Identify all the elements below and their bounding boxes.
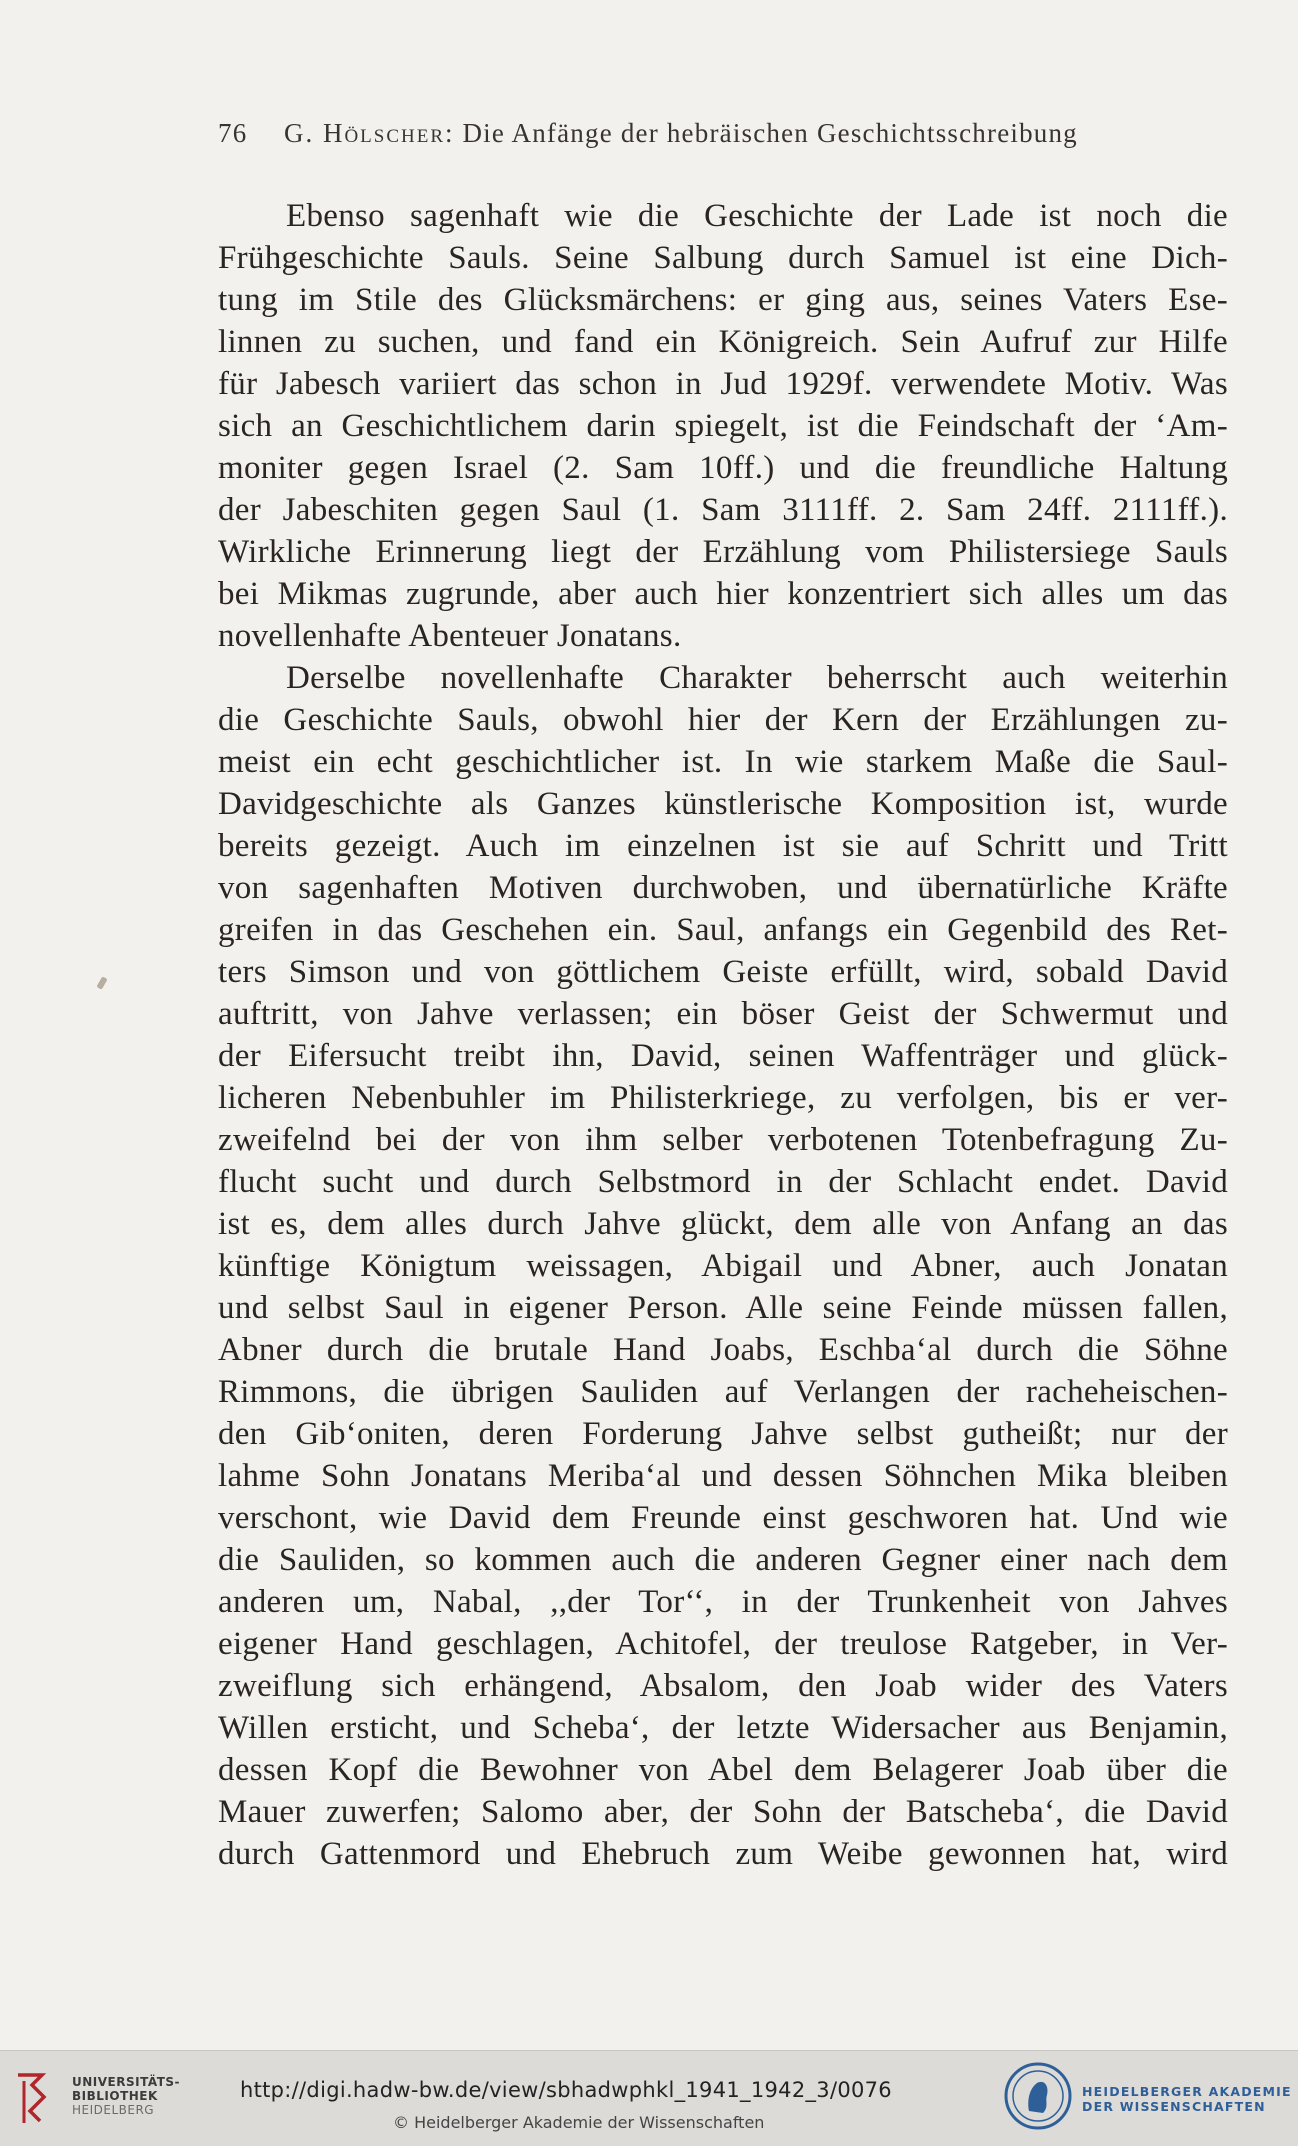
permalink-url[interactable]: http://digi.hadw-bw.de/view/sbhadwphkl_1941_1942_3/0076 — [240, 2078, 892, 2102]
page-number: 76 — [218, 118, 248, 148]
text-line: eigener Hand geschlagen, Achitofel, der treulose Ratgeber, in Ver- — [218, 1626, 1228, 1662]
text-line: ist es, dem alles durch Jahve glückt, dem alle von Anfang an das — [218, 1206, 1228, 1242]
text-line: zweiflung sich erhängend, Absalom, den Joab wider des Vaters — [218, 1668, 1228, 1704]
text-line: novellenhafte Abenteuer Jonatans. — [218, 618, 682, 654]
text-line: die Geschichte Sauls, obwohl hier der Kern der Erzählungen zu- — [218, 702, 1228, 738]
margin-pencil-mark — [96, 976, 107, 989]
text-line: Frühgeschichte Sauls. Seine Salbung durch Samuel ist eine Dich- — [218, 240, 1228, 276]
text-line: moniter gegen Israel (2. Sam 10ff.) und die freundliche Haltung — [218, 450, 1228, 486]
academy-line-2: DER WISSENSCHAFTEN — [1082, 2099, 1266, 2114]
text-line: Davidgeschichte als Ganzes künstlerische Komposition ist, wurde — [218, 786, 1228, 822]
text-line: sich an Geschichtlichem darin spiegelt, ist die Feindschaft der ‘Am- — [218, 408, 1228, 444]
running-header — [218, 118, 1178, 149]
text-line: linnen zu suchen, und fand ein Königreich. Sein Aufruf zur Hilfe — [218, 324, 1228, 360]
library-line-2: BIBLIOTHEK — [72, 2089, 158, 2103]
text-line: der Jabeschiten gegen Saul (1. Sam 3111ff. 2. Sam 24ff. 2111ff.). — [218, 492, 1228, 528]
text-line: greifen in das Geschehen ein. Saul, anfangs ein Gegenbild des Ret- — [218, 912, 1228, 948]
university-library-logo-icon — [14, 2069, 50, 2127]
academy-name — [1082, 2084, 1292, 2114]
university-library-name — [72, 2075, 180, 2117]
academy-line-1: HEIDELBERGER AKADEMIE — [1082, 2084, 1292, 2099]
copyright-notice: © Heidelberger Akademie der Wissenschaften — [393, 2113, 765, 2132]
text-line: Wirkliche Erinnerung liegt der Erzählung vom Philistersiege Sauls — [218, 534, 1228, 570]
text-line: künftige Königtum weissagen, Abigail und Abner, auch Jonatan — [218, 1248, 1228, 1284]
text-line: von sagenhaften Motiven durchwoben, und übernatürliche Kräfte — [218, 870, 1228, 906]
text-line: meist ein echt geschichtlicher ist. In wie starkem Maße die Saul- — [218, 744, 1228, 780]
text-line: für Jabesch variiert das schon in Jud 1929f. verwendete Motiv. Was — [218, 366, 1228, 402]
header-author: G. Hölscher: — [283, 118, 455, 148]
text-line: die Sauliden, so kommen auch die anderen Gegner einer nach dem — [218, 1542, 1228, 1578]
text-line: Mauer zuwerfen; Salomo aber, der Sohn der Batscheba‘, die David — [218, 1794, 1228, 1830]
text-line: und selbst Saul in eigener Person. Alle seine Feinde müssen fallen, — [218, 1290, 1228, 1326]
text-line: anderen um, Nabal, ,,der Tor‘‘, in der Trunkenheit von Jahves — [218, 1584, 1228, 1620]
header-title: Die Anfänge der hebräischen Geschichtsschreibung — [462, 118, 1078, 148]
text-line: flucht sucht und durch Selbstmord in der Schlacht endet. David — [218, 1164, 1228, 1200]
text-line: ters Simson und von göttlichem Geiste erfüllt, wird, sobald David — [218, 954, 1228, 990]
academy-seal-icon — [1003, 2061, 1073, 2131]
text-line: den Gib‘oniten, deren Forderung Jahve selbst gutheißt; nur der — [218, 1416, 1228, 1452]
text-line: Ebenso sagenhaft wie die Geschichte der Lade ist noch die — [286, 198, 1228, 234]
text-line: dessen Kopf die Bewohner von Abel dem Belagerer Joab über die — [218, 1752, 1228, 1788]
text-line: zweifelnd bei der von ihm selber verbotenen Totenbefragung Zu- — [218, 1122, 1228, 1158]
text-line: Rimmons, die übrigen Sauliden auf Verlangen der racheheischen- — [218, 1374, 1228, 1410]
viewer-footer — [0, 2050, 1298, 2146]
text-line: bereits gezeigt. Auch im einzelnen ist sie auf Schritt und Tritt — [218, 828, 1228, 864]
body-text — [218, 195, 1228, 1875]
text-line: bei Mikmas zugrunde, aber auch hier konzentriert sich alles um das — [218, 576, 1228, 612]
text-line: auftritt, von Jahve verlassen; ein böser Geist der Schwermut und — [218, 996, 1228, 1032]
text-line: lahme Sohn Jonatans Meriba‘al und dessen Söhnchen Mika bleiben — [218, 1458, 1228, 1494]
text-line: Abner durch die brutale Hand Joabs, Eschba‘al durch die Söhne — [218, 1332, 1228, 1368]
text-line: verschont, wie David dem Freunde einst geschworen hat. Und wie — [218, 1500, 1228, 1536]
library-line-1: UNIVERSITÄTS- — [72, 2075, 181, 2089]
text-line: der Eifersucht treibt ihn, David, seinen Waffenträger und glück- — [218, 1038, 1228, 1074]
text-line: Derselbe novellenhafte Charakter beherrscht auch weiterhin — [286, 660, 1228, 696]
text-line: tung im Stile des Glücksmärchens: er ging aus, seines Vaters Ese- — [218, 282, 1228, 318]
text-line: licheren Nebenbuhler im Philisterkriege, zu verfolgen, bis er ver- — [218, 1080, 1228, 1116]
library-line-3: HEIDELBERG — [72, 2103, 155, 2117]
text-line: Willen ersticht, und Scheba‘, der letzte Widersacher aus Benjamin, — [218, 1710, 1228, 1746]
text-line: durch Gattenmord und Ehebruch zum Weibe gewonnen hat, wird — [218, 1836, 1228, 1872]
